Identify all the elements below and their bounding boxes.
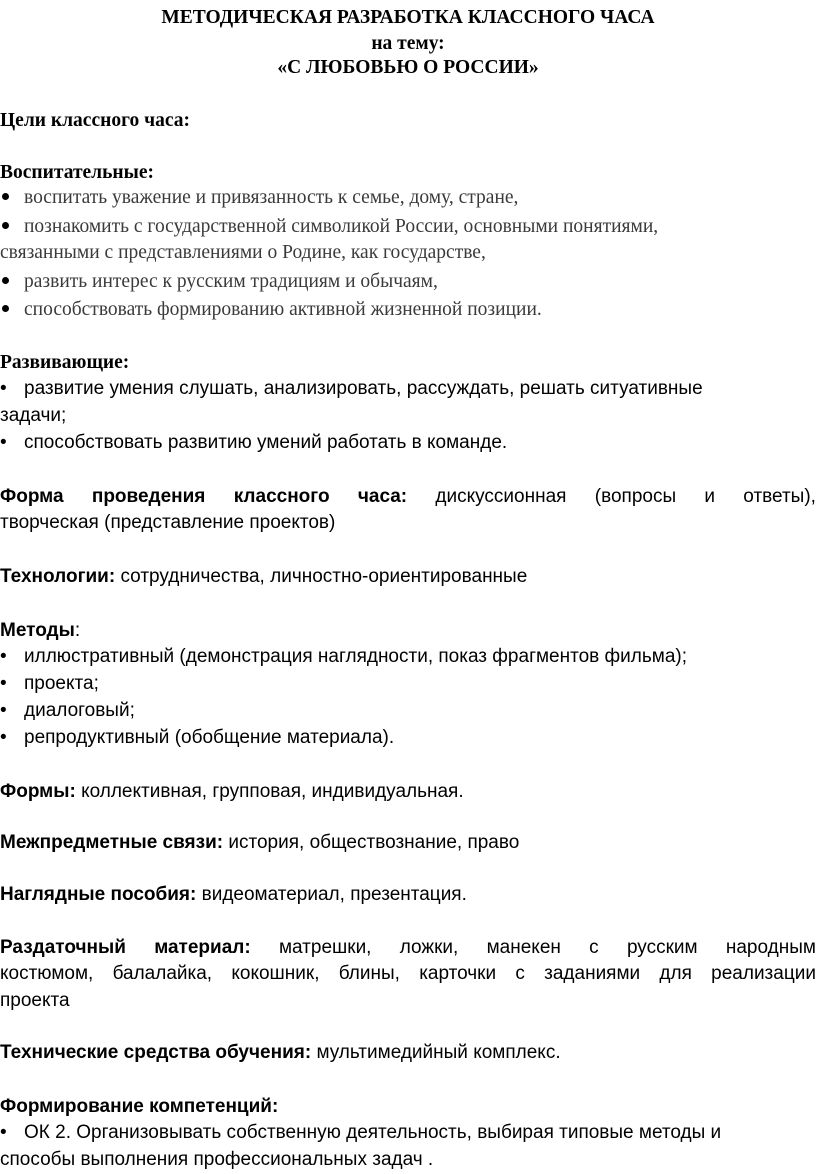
forms-text: коллективная, групповая, индивидуальная. [75, 781, 464, 802]
links-text: история, обществознание, право [223, 832, 520, 853]
bullet-icon: • [0, 378, 7, 399]
links-line [0, 832, 519, 854]
bullet-icon [0, 271, 24, 293]
links-label: Межпредметные связи: [0, 832, 224, 853]
form-continuation: творческая (представление проектов) [0, 512, 336, 533]
form-label-word: часа: [357, 486, 408, 507]
methods-item [0, 673, 99, 695]
technologies-text: сотрудничества, личностно-ориентированные [115, 566, 528, 587]
educational-item-continuation: связанными с представлениями о Родине, как государстве, [0, 242, 486, 263]
methods-item [0, 700, 135, 722]
form-label-word: Форма [0, 486, 64, 507]
handout-line-3: проекта [0, 990, 70, 1011]
tech-means-text: мультимедийный комплекс. [311, 1042, 561, 1063]
forms-line [0, 781, 464, 803]
bullet-icon [0, 187, 24, 209]
form-line [0, 486, 816, 508]
handout-word: реализации [711, 963, 816, 984]
handout-word: для [659, 963, 692, 984]
document-title-line-2: на тему: [371, 33, 445, 54]
methods-item [0, 727, 394, 749]
form-label-word: классного [233, 486, 330, 507]
form-label-word: проведения [91, 486, 206, 507]
developing-item [0, 378, 703, 400]
educational-item-text: способствовать формированию активной жизненной позиции. [24, 299, 542, 320]
developing-item-continuation: задачи; [0, 405, 67, 426]
educational-item [0, 216, 658, 238]
methods-colon: : [74, 620, 81, 641]
bullet-icon: • [0, 432, 7, 453]
handout-word: костюмом, [0, 963, 94, 984]
methods-item-text: репродуктивный (обобщение материала). [24, 727, 395, 748]
aids-line [0, 884, 467, 906]
methods-label: Методы [0, 620, 75, 641]
educational-item [0, 187, 518, 209]
handout-word: народным [725, 937, 816, 958]
educational-item [0, 299, 542, 321]
methods-heading [0, 620, 80, 642]
handout-word: заданиями [544, 963, 641, 984]
competencies-item [0, 1122, 721, 1144]
goals-heading: Цели классного часа: [0, 110, 190, 131]
educational-heading: Воспитательные: [0, 162, 155, 183]
methods-item-text: проекта; [24, 673, 99, 694]
document-title-line-3: «С ЛЮБОВЬЮ О РОССИИ» [277, 57, 539, 78]
aids-text: видеоматериал, презентация. [196, 884, 467, 905]
technologies-label: Технологии: [0, 566, 116, 587]
competencies-item-text: ОК 2. Организовывать собственную деятельность, выбирая типовые методы и [24, 1122, 722, 1143]
handout-word: с [589, 937, 599, 958]
tech-means-line [0, 1042, 561, 1064]
document-title-line-1: МЕТОДИЧЕСКАЯ РАЗРАБОТКА КЛАССНОГО ЧАСА [161, 7, 655, 28]
handout-word: карточки [419, 963, 497, 984]
technologies-line [0, 566, 527, 588]
handout-word: ложки, [399, 937, 459, 958]
bullet-icon: • [0, 727, 7, 748]
form-text-word: дискуссионная [435, 486, 567, 507]
bullet-icon: • [0, 1122, 7, 1143]
developing-item-text: развитие умения слушать, анализировать, рассуждать, решать ситуативные [24, 378, 703, 399]
handout-word: матрешки, [278, 937, 372, 958]
educational-item-text: развить интерес к русским традициям и обычаям, [24, 271, 438, 292]
handout-word: кокошник, [231, 963, 320, 984]
aids-label: Наглядные пособия: [0, 884, 197, 905]
form-text-word: (вопросы [594, 486, 677, 507]
methods-item-text: иллюстративный (демонстрация наглядности, показ фрагментов фильма); [24, 646, 688, 667]
handout-label-word: материал: [154, 937, 251, 958]
form-text-word: ответы), [743, 486, 816, 507]
tech-means-label: Технические средства обучения: [0, 1042, 312, 1063]
bullet-icon [0, 299, 24, 321]
handout-word: манекен [486, 937, 561, 958]
educational-item [0, 271, 438, 293]
methods-item-text: диалоговый; [24, 700, 135, 721]
form-text-word: и [704, 486, 716, 507]
handout-word: русским [626, 937, 698, 958]
developing-heading: Развивающие: [0, 352, 130, 373]
handout-word: балалайка, [112, 963, 213, 984]
competencies-item-continuation: способы выполнения профессиональных задач . [0, 1149, 434, 1170]
competencies-label: Формирование компетенций: [0, 1096, 279, 1117]
developing-item [0, 432, 507, 454]
bullet-icon: • [0, 646, 7, 667]
forms-label: Формы: [0, 781, 76, 802]
handout-line-2 [0, 963, 816, 985]
handout-line-1 [0, 937, 816, 959]
competencies-heading [0, 1096, 278, 1118]
handout-label-word: Раздаточный [0, 937, 126, 958]
bullet-icon: • [0, 700, 7, 721]
bullet-icon: • [0, 673, 7, 694]
developing-item-text: способствовать развитию умений работать в команде. [24, 432, 508, 453]
handout-word: с [515, 963, 525, 984]
bullet-icon [0, 216, 24, 238]
educational-item-text: воспитать уважение и привязанность к семье, дому, стране, [24, 187, 519, 208]
educational-item-text: познакомить с государственной символикой России, основными понятиями, [24, 216, 659, 237]
methods-item [0, 646, 687, 668]
handout-word: блины, [338, 963, 400, 984]
